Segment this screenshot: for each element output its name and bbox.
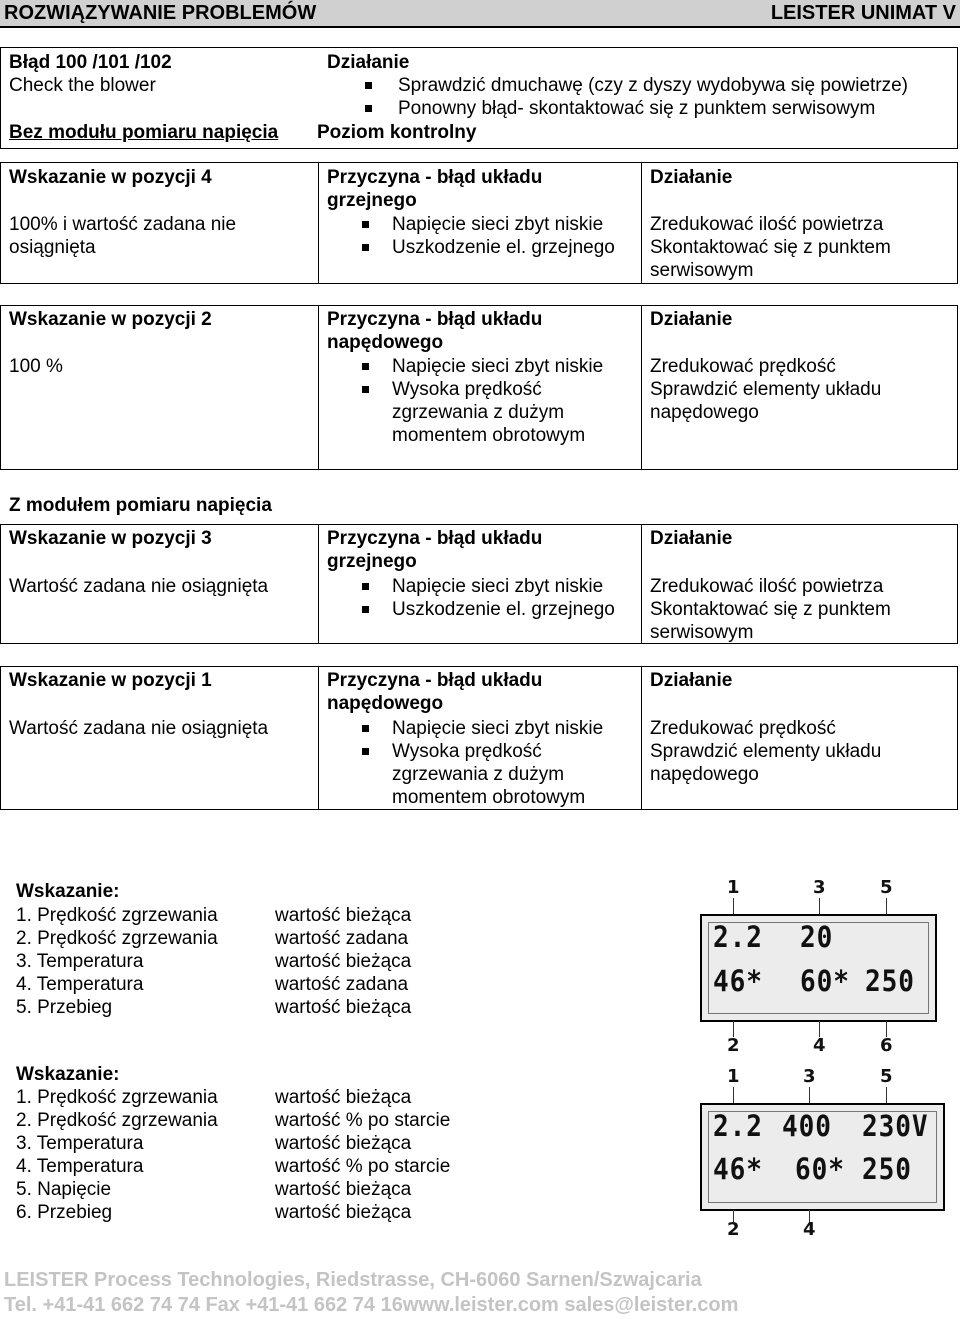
error-action-item: Sprawdzić dmuchawę (czy z dyszy wydobywa się powietrze) <box>398 75 909 96</box>
legend-value: wartość bieżąca <box>275 905 412 926</box>
error-description: Check the blower <box>9 75 156 96</box>
table-cell-action: Zredukować ilość powietrza <box>650 576 884 597</box>
lcd-value: 2.2 <box>713 1109 763 1143</box>
legend-item: 4. Temperatura <box>16 1156 144 1177</box>
table-cell-action: napędowego <box>650 764 759 785</box>
table-cell-action: Sprawdzić elementy układu <box>650 741 882 762</box>
legend-value: wartość % po starcie <box>275 1156 451 1177</box>
table-header-action: Działanie <box>650 167 733 188</box>
table-header-indication: Wskazanie w pozycji 1 <box>9 670 212 691</box>
position-number: 1 <box>727 1066 740 1087</box>
table-cell-indication: osiągnięta <box>9 237 96 258</box>
table-header-cause: napędowego <box>327 332 444 353</box>
legend-item: 1. Prędkość zgrzewania <box>16 1087 218 1108</box>
error-action-heading: Działanie <box>327 52 410 73</box>
position-number: 5 <box>880 1066 893 1087</box>
bullet-icon <box>362 583 369 590</box>
table-cell-cause: Napięcie sieci zbyt niskie <box>392 576 604 597</box>
table-cell-action: Skontaktować się z punktem <box>650 599 891 620</box>
legend-item: 4. Temperatura <box>16 974 144 995</box>
page-header <box>0 0 960 28</box>
lcd-value: 60* <box>800 964 850 998</box>
table-header-cause: Przyczyna - błąd układu <box>327 309 543 330</box>
table-cell-action: Zredukować prędkość <box>650 356 836 377</box>
table-header-action: Działanie <box>650 309 733 330</box>
table-header-cause: napędowego <box>327 693 444 714</box>
footer-address: LEISTER Process Technologies, Riedstrasse, CH-6060 Sarnen/Szwajcaria <box>4 1269 702 1291</box>
table-cell-action: Skontaktować się z punktem <box>650 237 891 258</box>
bullet-icon <box>365 105 372 112</box>
bullet-icon <box>362 386 369 393</box>
table-header-cause: Przyczyna - błąd układu <box>327 670 543 691</box>
lcd-value: 2.2 <box>713 920 763 954</box>
legend-item: 1. Prędkość zgrzewania <box>16 905 218 926</box>
position-number: 1 <box>727 877 740 898</box>
table-cell-action: serwisowym <box>650 260 754 281</box>
table-cell-indication: 100 % <box>9 356 63 377</box>
table-cell-indication: 100% i wartość zadana nie <box>9 214 237 235</box>
error-action-item: Ponowny błąd- skontaktować się z punktem serwisowym <box>398 98 876 119</box>
table-cell-cause: momentem obrotowym <box>392 425 586 446</box>
table-cell-cause: momentem obrotowym <box>392 787 586 808</box>
table-header-indication: Wskazanie w pozycji 2 <box>9 309 212 330</box>
bullet-icon <box>362 606 369 613</box>
table-cell-cause: Napięcie sieci zbyt niskie <box>392 718 604 739</box>
table-cell-cause: Uszkodzenie el. grzejnego <box>392 599 615 620</box>
legend-value: wartość bieżąca <box>275 1179 412 1200</box>
table-cell-cause: zgrzewania z dużym <box>392 402 565 423</box>
lcd-value: 46* <box>713 1152 763 1186</box>
legend-value: wartość zadana <box>275 928 409 949</box>
position-number: 3 <box>803 1066 816 1087</box>
bullet-icon <box>362 363 369 370</box>
no-module-heading: Bez modułu pomiaru napięcia <box>9 122 279 143</box>
footer-contact: Tel. +41-41 662 74 74 Fax +41-41 662 74 16www.leister.com sales@leister.com <box>4 1294 739 1316</box>
lcd-value: 250 <box>865 964 915 998</box>
table-cell-action: napędowego <box>650 402 759 423</box>
table-cell-action: Zredukować prędkość <box>650 718 836 739</box>
page-title: ROZWIĄZYWANIE PROBLEMÓW <box>4 2 317 24</box>
table-cell-cause: Wysoka prędkość <box>392 741 542 762</box>
lcd-value: 20 <box>800 920 834 954</box>
table-header-cause: grzejnego <box>327 551 417 572</box>
legend-value: wartość bieżąca <box>275 1087 412 1108</box>
table-header-cause: Przyczyna - błąd układu <box>327 528 543 549</box>
table-header-indication: Wskazanie w pozycji 4 <box>9 167 212 188</box>
table-cell-indication: Wartość zadana nie osiągnięta <box>9 576 269 597</box>
table-header-action: Działanie <box>650 670 733 691</box>
table-cell-cause: Wysoka prędkość <box>392 379 542 400</box>
table-header-cause: grzejnego <box>327 190 417 211</box>
legend-item: 3. Temperatura <box>16 951 144 972</box>
position-number: 5 <box>880 877 893 898</box>
position-number: 2 <box>727 1219 740 1240</box>
legend-item: 3. Temperatura <box>16 1133 144 1154</box>
bullet-icon <box>362 244 369 251</box>
bullet-icon <box>362 221 369 228</box>
table-cell-cause: zgrzewania z dużym <box>392 764 565 785</box>
with-module-heading: Z modułem pomiaru napięcia <box>9 495 272 516</box>
legend-value: wartość bieżąca <box>275 951 412 972</box>
table-cell-cause: Napięcie sieci zbyt niskie <box>392 356 604 377</box>
position-number: 4 <box>813 1035 826 1056</box>
legend-item: 5. Przebieg <box>16 997 113 1018</box>
legend-title: Wskazanie: <box>16 881 120 902</box>
lcd-value: 400 <box>782 1109 832 1143</box>
position-number: 4 <box>803 1219 816 1240</box>
legend-value: wartość % po starcie <box>275 1110 451 1131</box>
legend-item: 2. Prędkość zgrzewania <box>16 928 218 949</box>
table-header-action: Działanie <box>650 528 733 549</box>
legend-value: wartość bieżąca <box>275 1202 412 1223</box>
legend-value: wartość bieżąca <box>275 1133 412 1154</box>
position-number: 3 <box>813 877 826 898</box>
bullet-icon <box>365 82 372 89</box>
position-number: 2 <box>727 1035 740 1056</box>
legend-item: 2. Prędkość zgrzewania <box>16 1110 218 1131</box>
legend-item: 6. Przebieg <box>16 1202 113 1223</box>
lcd-value: 230V <box>862 1109 929 1143</box>
lcd-value: 250 <box>862 1152 912 1186</box>
bullet-icon <box>362 748 369 755</box>
legend-item: 5. Napięcie <box>16 1179 112 1200</box>
lcd-value: 60* <box>795 1152 845 1186</box>
product-name: LEISTER UNIMAT V <box>770 2 956 24</box>
table-header-indication: Wskazanie w pozycji 3 <box>9 528 212 549</box>
lcd-value: 46* <box>713 964 763 998</box>
control-level-heading: Poziom kontrolny <box>317 122 477 143</box>
legend-value: wartość zadana <box>275 974 409 995</box>
legend-value: wartość bieżąca <box>275 997 412 1018</box>
position-number: 6 <box>880 1035 893 1056</box>
table-cell-cause: Uszkodzenie el. grzejnego <box>392 237 615 258</box>
table-cell-cause: Napięcie sieci zbyt niskie <box>392 214 604 235</box>
table-cell-action: Sprawdzić elementy układu <box>650 379 882 400</box>
table-cell-indication: Wartość zadana nie osiągnięta <box>9 718 269 739</box>
error-code: Błąd 100 /101 /102 <box>9 52 172 73</box>
bullet-icon <box>362 725 369 732</box>
legend-title: Wskazanie: <box>16 1064 120 1085</box>
table-header-cause: Przyczyna - błąd układu <box>327 167 543 188</box>
table-cell-action: Zredukować ilość powietrza <box>650 214 884 235</box>
table-cell-action: serwisowym <box>650 622 754 643</box>
